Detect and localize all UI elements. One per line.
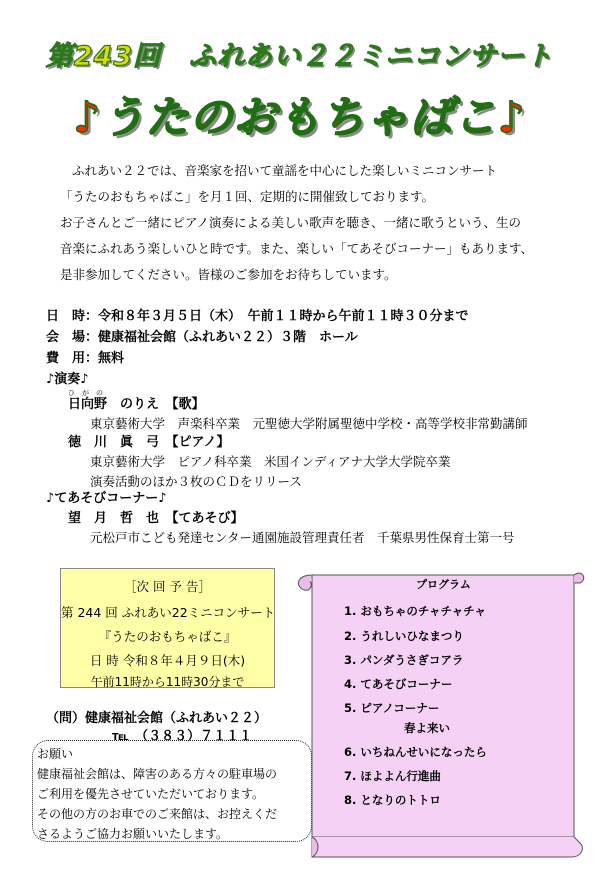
program-item: 4. てあそびコーナー <box>344 677 453 691</box>
teasobi-detail: 元松戸市こども発達センター通園施設管理責任者 千葉県男性保育士第一号 <box>90 530 515 545</box>
program-item: 春よ来い <box>404 721 450 735</box>
contact-phone: ℡ （３８３）７１１１ <box>112 729 253 744</box>
notice-title: ［次 回 予 告］ <box>124 579 211 594</box>
notice-line: 日 時 令和８年４月９日(木) <box>89 653 246 668</box>
teasobi-name: 望 月 哲 也 【てあそび】 <box>68 511 244 526</box>
event-fee: 費 用：無料 <box>46 351 125 366</box>
program-item: 8. となりのトトロ <box>344 793 441 807</box>
intro-line: ふれあい２２では、音楽家を招いて童謡を中心にした楽しいミニコンサート <box>72 163 498 178</box>
performer2-detail: 演奏活動のほか３枚のＣＤをリリース <box>90 474 302 489</box>
event-venue: 会 場：健康福祉会館（ふれあい２２）３階 ホール <box>46 330 358 345</box>
contact-line: （問）健康福祉会館（ふれあい２２） <box>46 711 268 726</box>
notice-line: 『うたのおもちゃばこ』 <box>98 629 237 644</box>
concert-title: ♪うたのおもちゃばこ♪ <box>73 93 526 143</box>
concert-subtitle: 第243回 ふれあい２２ミニコンサート <box>45 41 554 72</box>
program-item: 6. いちねんせいになったら <box>344 745 487 759</box>
program-item: 3. パンダうさぎコアラ <box>344 653 464 667</box>
request-line: さるようご協力お願いいたします。 <box>37 827 229 841</box>
request-box <box>32 740 312 842</box>
next-concert-notice <box>60 568 275 688</box>
intro-line: 「うたのおもちゃばこ」を月１回、定期的に開催致しております。 <box>60 189 435 204</box>
program-item: 7. ほよよん行進曲 <box>344 769 441 783</box>
request-line: その他の方のお車でのご来館は、お控えくだ <box>37 807 278 821</box>
program-item: 2. うれしいひなまつり <box>344 629 464 643</box>
notice-line: 午前11時から11時30分まで <box>90 675 245 689</box>
request-line: 健康福祉会館は、障害のある方々の駐車場の <box>37 767 278 781</box>
performer2-name: 徳 川 眞 弓 【ピアノ】 <box>68 435 230 450</box>
intro-line: 音楽にふれあう楽しいひと時です。また、楽しい「てあそびコーナー」もあります、 <box>60 241 534 256</box>
program-item: 1. おもちゃのチャチャチャ <box>344 604 486 618</box>
performance-heading: ♪演奏♪ <box>46 372 89 387</box>
request-title: お願い <box>37 747 74 761</box>
request-line: ご利用を優先させていただいております。 <box>37 787 265 801</box>
event-datetime: 日 時：令和８年３月５日（木） 午前１１時から午前１１時３０分まで <box>46 309 469 324</box>
program-title: プログラム <box>416 578 471 591</box>
intro-line: お子さんとご一緒にピアノ演奏による美しい歌声を聴き、一緒に歌うという、生の <box>60 215 522 230</box>
intro-line: 是非参加してください。皆様のご参加をお待ちしています。 <box>60 267 397 282</box>
teasobi-heading: ♪てあそびコーナー♪ <box>46 491 167 506</box>
performer1-detail: 東京藝術大学 声楽科卒業 元聖徳大学附属聖徳中学校・高等学校非常勤講師 <box>90 416 528 431</box>
performer2-detail: 東京藝術大学 ピアノ科卒業 米国インディアナ大学大学院卒業 <box>90 454 451 469</box>
performer1-ruby: ひ が の <box>68 389 103 397</box>
performer1-name: 日向野 のりえ 【歌】 <box>68 397 205 412</box>
intro-text <box>60 158 580 288</box>
notice-line: 第 244 回 ふれあい22ミニコンサート <box>61 605 276 620</box>
program-item: 5. ピアノコーナー <box>344 701 440 715</box>
